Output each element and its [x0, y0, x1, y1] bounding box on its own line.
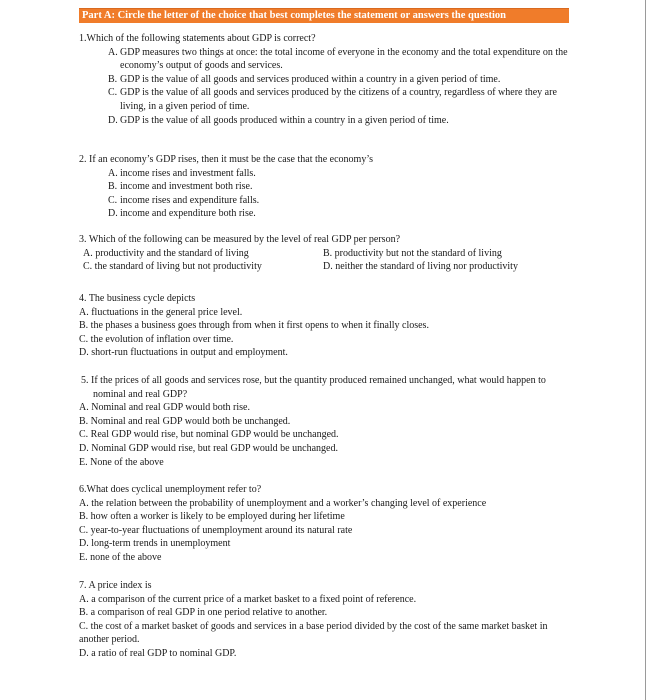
option-d[interactable]: D. short-run fluctuations in output and employment. [79, 347, 288, 359]
option-a[interactable]: A. the relation between the probability of unemployment and a worker’s changing level of experience [79, 497, 487, 509]
option-a[interactable]: A. Nominal and real GDP would both rise. [79, 402, 250, 414]
option-c[interactable]: C. the standard of living but not productivity [83, 261, 262, 273]
option-d[interactable]: D. long-term trends in unemployment [79, 538, 231, 550]
option-d[interactable]: D. income and expenditure both rise. [108, 208, 256, 220]
question-6 [79, 483, 569, 565]
option-b[interactable]: B. income and investment both rise. [108, 181, 253, 193]
option-c[interactable]: C. income rises and expenditure falls. [108, 194, 260, 206]
question-stem: 3. Which of the following can be measured by the level of real GDP per person? [79, 234, 401, 245]
option-d[interactable]: D. GDP is the value of all goods produced within a country in a given period of time. [108, 114, 449, 126]
question-stem: 4. The business cycle depicts [79, 293, 196, 304]
question-stem: 1.Which of the following statements about GDP is correct? [79, 33, 316, 44]
option-b[interactable]: B. productivity but not the standard of living [323, 247, 502, 259]
question-4 [79, 292, 569, 360]
question-stem: 7. A price index is [79, 580, 152, 591]
option-c[interactable]: C. the cost of a market basket of goods and services in a base period divided by the cost of the same market basket in another period. [79, 620, 548, 646]
option-a[interactable]: A. a comparison of the current price of a market basket to a fixed point of reference. [79, 593, 417, 605]
section-header: Part A: Circle the letter of the choice that best completes the statement or answers the question [79, 8, 569, 23]
options-row-1 [79, 247, 569, 261]
option-c[interactable]: C. the evolution of inflation over time. [79, 333, 234, 345]
question-5 [79, 374, 569, 469]
option-b[interactable]: B. how often a worker is likely to be employed during her lifetime [79, 511, 345, 523]
option-a[interactable]: A. income rises and investment falls. [108, 167, 256, 179]
question-3 [79, 233, 569, 274]
option-c[interactable]: C. Real GDP would rise, but nominal GDP would be unchanged. [79, 429, 339, 441]
option-e[interactable]: E. None of the above [79, 456, 164, 468]
option-d[interactable]: D. a ratio of real GDP to nominal GDP. [79, 647, 237, 659]
question-stem: 6.What does cyclical unemployment refer to? [79, 484, 262, 495]
option-a[interactable]: A. fluctuations in the general price level. [79, 306, 243, 318]
page-edge [645, 0, 646, 700]
question-1 [79, 32, 569, 127]
option-d[interactable]: D. neither the standard of living nor productivity [323, 261, 518, 273]
question-7 [79, 579, 569, 661]
option-c[interactable]: C. GDP is the value of all goods and services produced by the citizens of a country, regardless of where they are living, in a given period of time. [108, 87, 557, 112]
option-d[interactable]: D. Nominal GDP would rise, but real GDP would be unchanged. [79, 442, 338, 454]
option-b[interactable]: B. the phases a business goes through from when it first opens to when it finally closes. [79, 320, 429, 332]
question-stem: 5. If the prices of all goods and services rose, but the quantity produced remained unchanged, what would happen to nominal and real GDP? [81, 375, 546, 400]
option-a[interactable]: A. productivity and the standard of living [83, 247, 249, 259]
option-c[interactable]: C. year-to-year fluctuations of unemployment around its natural rate [79, 524, 353, 536]
question-2 [79, 153, 569, 221]
option-a[interactable]: A. GDP measures two things at once: the total income of everyone in the economy and the total expenditure on the economy’s output of goods and services. [108, 46, 568, 72]
option-e[interactable]: E. none of the above [79, 551, 162, 563]
option-b[interactable]: B. Nominal and real GDP would both be unchanged. [79, 415, 291, 427]
option-b[interactable]: B. GDP is the value of all goods and services produced within a country in a given period of time. [108, 73, 501, 85]
question-stem: 2. If an economy’s GDP rises, then it must be the case that the economy’s [79, 154, 374, 165]
worksheet-page [79, 8, 569, 700]
option-b[interactable]: B. a comparison of real GDP in one period relative to another. [79, 607, 328, 619]
options-row-2 [79, 260, 569, 274]
